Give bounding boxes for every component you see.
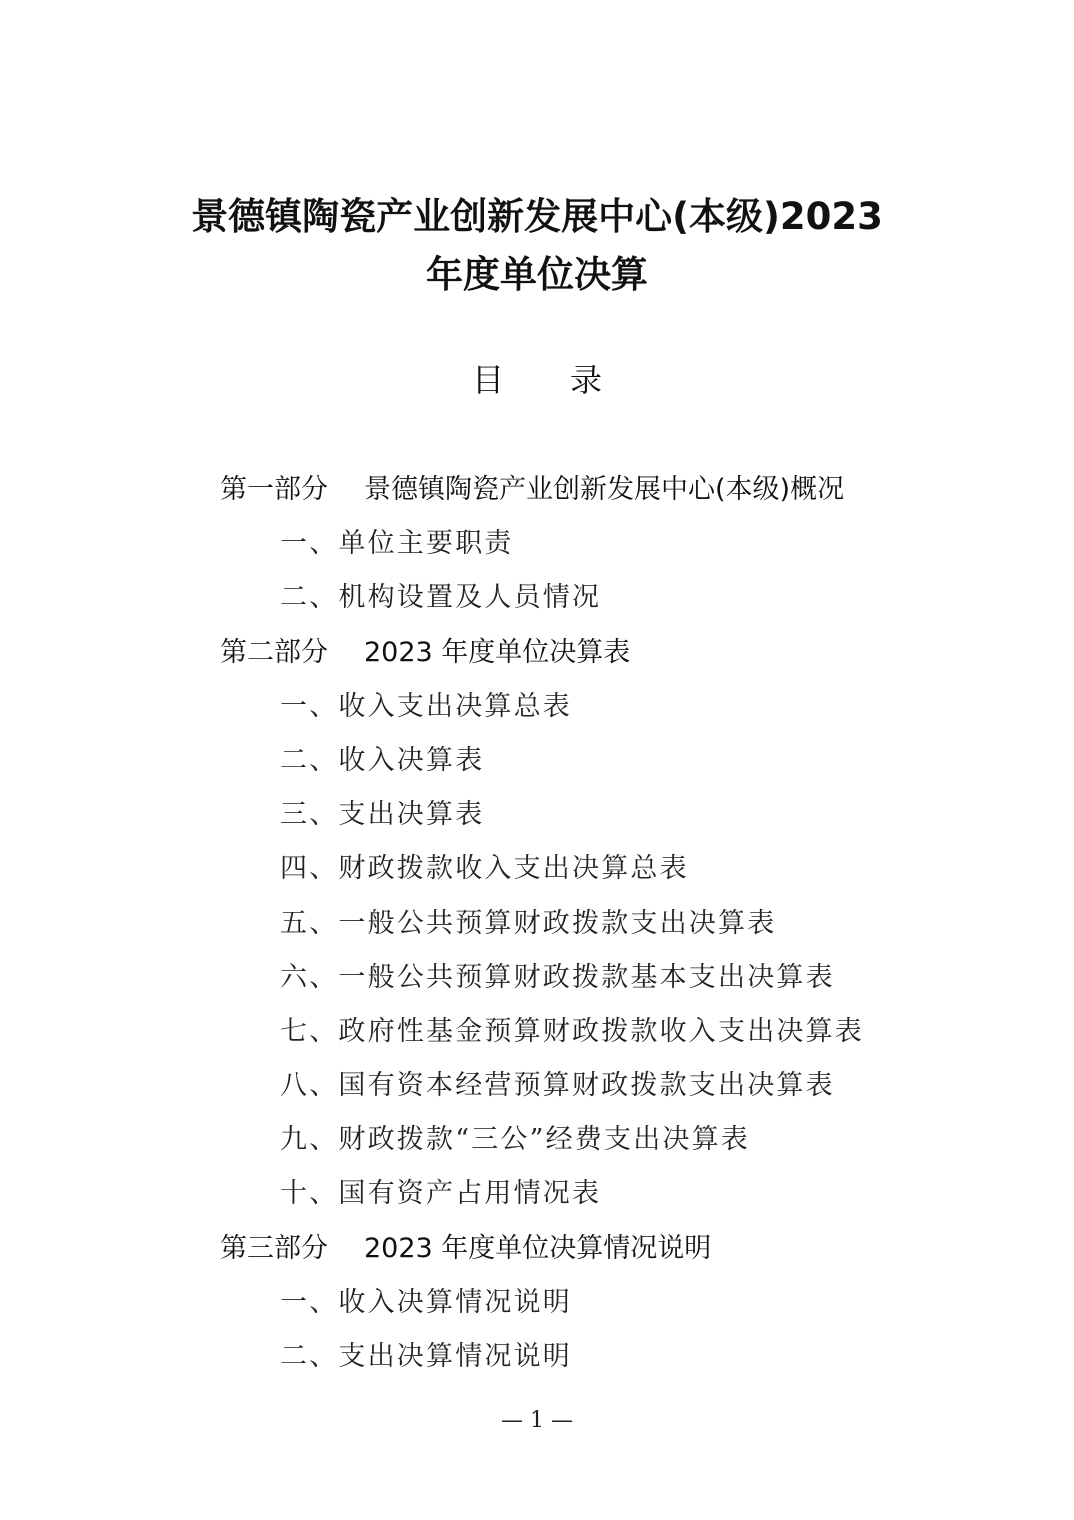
toc-item: 六、一般公共预算财政拨款基本支出决算表 bbox=[280, 961, 835, 993]
toc-item: 二、收入决算表 bbox=[280, 744, 485, 776]
toc-part-number: 第三部分 bbox=[220, 1232, 328, 1264]
toc-item: 一、单位主要职责 bbox=[280, 528, 514, 560]
toc-item: 一、收入决算情况说明 bbox=[280, 1286, 572, 1318]
toc-part-2 bbox=[220, 626, 980, 680]
toc-item: 三、支出决算表 bbox=[280, 799, 485, 831]
toc-item: 八、国有资本经营预算财政拨款支出决算表 bbox=[280, 1070, 835, 1102]
toc-heading-char-2: 录 bbox=[570, 361, 603, 399]
title-line-2: 年度单位决算 bbox=[426, 253, 648, 296]
toc-part-number: 第一部分 bbox=[220, 474, 328, 505]
toc-item: 四、财政拨款收入支出决算总表 bbox=[280, 853, 689, 885]
toc-item: 一、收入支出决算总表 bbox=[280, 690, 572, 722]
toc-part-title: 2023 年度单位决算情况说明 bbox=[364, 1232, 712, 1264]
toc-item: 十、国有资产占用情况表 bbox=[280, 1178, 602, 1210]
page-number: — 1 — bbox=[501, 1408, 573, 1433]
toc-item: 七、政府性基金预算财政拨款收入支出决算表 bbox=[280, 1015, 864, 1047]
toc-item: 二、支出决算情况说明 bbox=[280, 1341, 572, 1372]
toc-part-title: 景德镇陶瓷产业创新发展中心(本级)概况 bbox=[364, 474, 845, 505]
toc-part-1 bbox=[220, 463, 980, 517]
toc-item: 五、一般公共预算财政拨款支出决算表 bbox=[280, 907, 777, 939]
document-title bbox=[0, 188, 1074, 304]
title-line-1: 景德镇陶瓷产业创新发展中心(本级)2023 bbox=[191, 195, 883, 238]
toc-part-3 bbox=[220, 1222, 980, 1276]
toc-heading bbox=[0, 358, 1074, 402]
toc-part-number: 第二部分 bbox=[220, 636, 328, 668]
toc-heading-char-1: 目 bbox=[471, 361, 504, 399]
toc-part-title: 2023 年度单位决算表 bbox=[364, 636, 631, 668]
table-of-contents bbox=[220, 463, 980, 1384]
toc-item: 九、财政拨款“三公”经费支出决算表 bbox=[280, 1124, 751, 1156]
toc-item: 二、机构设置及人员情况 bbox=[280, 582, 602, 614]
